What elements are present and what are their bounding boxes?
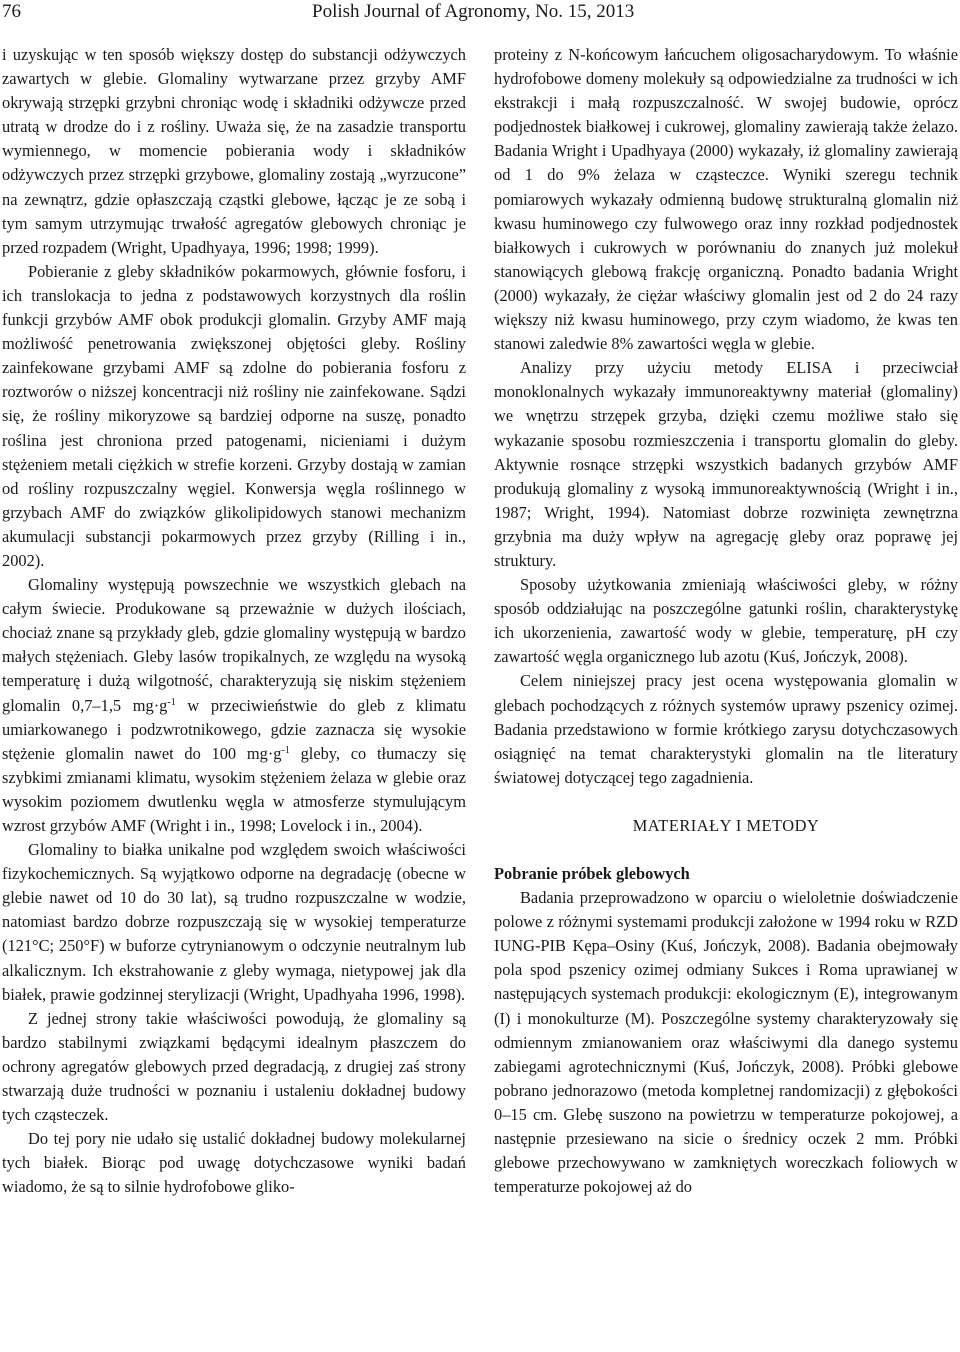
right-column [494,43,958,1352]
superscript: -1 [167,696,176,708]
section-heading: MATERIAŁY I METODY [632,815,820,835]
page-number: 76 [2,1,21,22]
paragraph: Do tej pory nie udało się ustalić dokładnej budowy molekularnej tych białek. Biorąc pod uwagę dotychczasowe wyniki badań wiadomo, że są to silnie hydrofobowe gliko- [2,1129,466,1197]
paragraph-text: w przeciwieństwie do gleb z klimatu umiarkowanego i podzwrotnikowego, gdzie zaznacza się wysokie stężenie glomalin nawet do 100 mg·g [2,695,466,763]
left-column [2,43,466,1352]
paragraph-text: Glomaliny występują powszechnie we wszystkich glebach na całym świecie. Produkowane są przeważnie w dużych ilościach, chociaż znane są przykłady gleb, gdzie glomaliny występują w bardzo małych stężeniach. Gleby lasów tropikalnych, ze względu na wysoką temperaturę i dużą wilgotność, charakteryzują się niskim stężeniem glomalin 0,7–1,5 mg·g [2,575,466,715]
subsection-heading: Pobranie próbek glebowych [494,864,690,883]
paragraph: Analizy przy użyciu metody ELISA i przeciwciał monoklonalnych wykazały immunoreaktywny materiał (glomaliny) we wnętrzu strzępek grzyba, dzięki czemu możliwe stało się wykazanie sposobu rozmieszczenia i transportu glomalin do gleby. Aktywnie rosnące strzępki wszystkich badanych grzybów AMF produkują glomaliny z wysoką immunoreaktywnością (Wright i in., 1987; Wright, 1994). Natomiast dobrze rozwinięta zewnętrzna grzybnia ma duży wpływ na agregację gleby oraz poprawę jej struktury. [494,358,958,570]
journal-title: Polish Journal of Agronomy, No. 15, 2013 [312,1,635,22]
superscript: -1 [281,744,290,756]
paragraph: Pobieranie z gleby składników pokarmowych, głównie fosforu, i ich translokacja to jedna z podstawowych korzystnych dla roślin funkcji grzybów AMF obok produkcji glomalin. Grzyby AMF mają możliwość penetrowania zwiększonej objętości gleby. Rośliny zainfekowane grzybami AMF są zdolne do pobierania fosforu z roztworów o niższej koncentracji niż rośliny nie zainfekowane. Sądzi się, że rośliny mikoryzowe są bardziej odporne na suszę, ponadto roślina jest chroniona przed patogenami, nicieniami i dużym stężeniem metali ciężkich w strefie korzeni. Grzyby dostają w zamian od rośliny rozpuszczalny węgiel. Konwersja węgla roślinnego w grzybach AMF do związków glikolipidowych stanowi mechanizm akumulacji substancji pokarmowych przez grzyby (Rilling i in., 2002). [2,261,466,570]
paragraph-text: gleby, co tłumaczy się szybkimi zmianami klimatu, wysokim stężeniem żelaza w glebie oraz wysokim poziomem dwutlenku węgla w atmosferze stymulującym wzrost grzybów AMF (Wright i in., 1998; Lovelock i in., 2004). [2,743,466,835]
paragraph: Z jednej strony takie właściwości powodują, że glomaliny są bardzo stabilnymi związkami będącymi idealnym płaszczem do ochrony agregatów glebowych przed degradacją, z drugiej zaś strony stwarzają duże trudności w poznaniu i ustaleniu dokładnej budowy tych cząsteczek. [2,1008,466,1125]
paragraph: Badania przeprowadzono w oparciu o wieloletnie doświadczenie polowe z różnymi systemami produkcji założone w 1994 roku w RZD IUNG-PIB Kępa–Osiny (Kuś, Jończyk, 2008). Badania obejmowały pola spod pszenicy ozimej odmiany Sukces i Roma uprawianej w następujących systemach produkcji: ekologicznym (E), integrowanym (I) i monokulturze (M). Poszczególne systemy charakteryzowały się odmiennym zmianowaniem oraz właściwymi dla danego systemu zabiegami agrotechnicznymi (Kuś, Jończyk, 2008). Próbki glebowe pobrano jednorazowo (metoda kompletnej randomizacji) z głębokości 0–15 cm. Glebę suszono na powietrzu w temperaturze pokojowej, a następnie przesiewano na sicie o średnicy oczek 2 mm. Próbki glebowe przechowywano w zamkniętych woreczkach foliowych w temperaturze pokojowej aż do [494,888,958,1197]
paragraph [2,573,466,838]
paragraph: Celem niniejszej pracy jest ocena występowania glomalin w glebach pochodzących z różnych systemów uprawy pszenicy ozimej. Badania przedstawiono w formie krótkiego zarysu dotychczasowych osiągnięć na temat charakterystyki glomalin na tle literatury światowej dotyczącej tego zagadnienia. [494,671,958,787]
paragraph: Glomaliny to białka unikalne pod względem swoich właściwości fizykochemicznych. Są wyjątkowo odporne na degradację (obecne w glebie nawet od 10 do 30 lat), są trudno rozpuszczalne w wodzie, natomiast bardzo dobrze rozpuszczają się w wysokiej temperaturze (121°C; 250°F) w buforze cytrynianowym o odczynie neutralnym lub alkalicznym. Ich ekstrahowanie z gleby wymaga, nietypowej jak dla białek, prawie godzinnej sterylizacji (Wright, Upadhyaha 1996, 1998). [2,840,466,1004]
running-header [0,0,960,34]
paragraph: i uzyskując w ten sposób większy dostęp do substancji odżywczych zawartych w glebie. Glomaliny wytwarzane przez grzyby AMF okrywają strzępki grzybni chroniąc wodę i składniki odżywcze przed utratą w drodze do i z rośliny. Uważa się, że na zasadzie transportu wymiennego, w momencie pobierania wody i składników odżywczych przez strzępki grzybowe, glomaliny zostają „wyrzucone” na zewnątrz, gdzie opłaszczają cząstki glebowe, łącząc je ze sobą i tym samym utrzymując trwałość agregatów glebowych chroniąc je przed rozpadem (Wright, Upadhyaya, 1996; 1998; 1999). [2,45,466,257]
paragraph: Sposoby użytkowania zmieniają właściwości gleby, w różny sposób oddziałując na poszczególne gatunki roślin, charakterystykę ich ukorzenienia, zawartość wody w glebie, temperaturę, pH czy zawartość węgla organicznego lub azotu (Kuś, Jończyk, 2008). [494,575,958,667]
paragraph: proteiny z N-końcowym łańcuchem oligosacharydowym. To właśnie hydrofobowe domeny molekuły są odpowiedzialne za trudności w ich ekstrakcji i małą rozpuszczalność. W swojej budowie, oprócz podjednostek białkowej i cukrowej, glomaliny zawierają także żelazo. Badania Wright i Upadhyaya (2000) wykazały, iż glomaliny zawierają od 1 do 9% żelaza w cząsteczce. Wyniki szeregu technik pomiarowych wykazały odmienną budowę strukturalną glomalin niż kwasu huminowego czy fulwowego oraz inny rozkład podjednostek białkowych i cukrowych w porównaniu do znanych już molekuł stanowiących glebową frakcję organiczną. Ponadto badania Wright (2000) wykazały, że ciężar właściwy glomalin jest od 2 do 24 razy większy niż kwasu huminowego, przy czym wiadomo, że kwas ten stanowi zaledwie 8% zawartości węgla w glebie. [494,45,958,354]
